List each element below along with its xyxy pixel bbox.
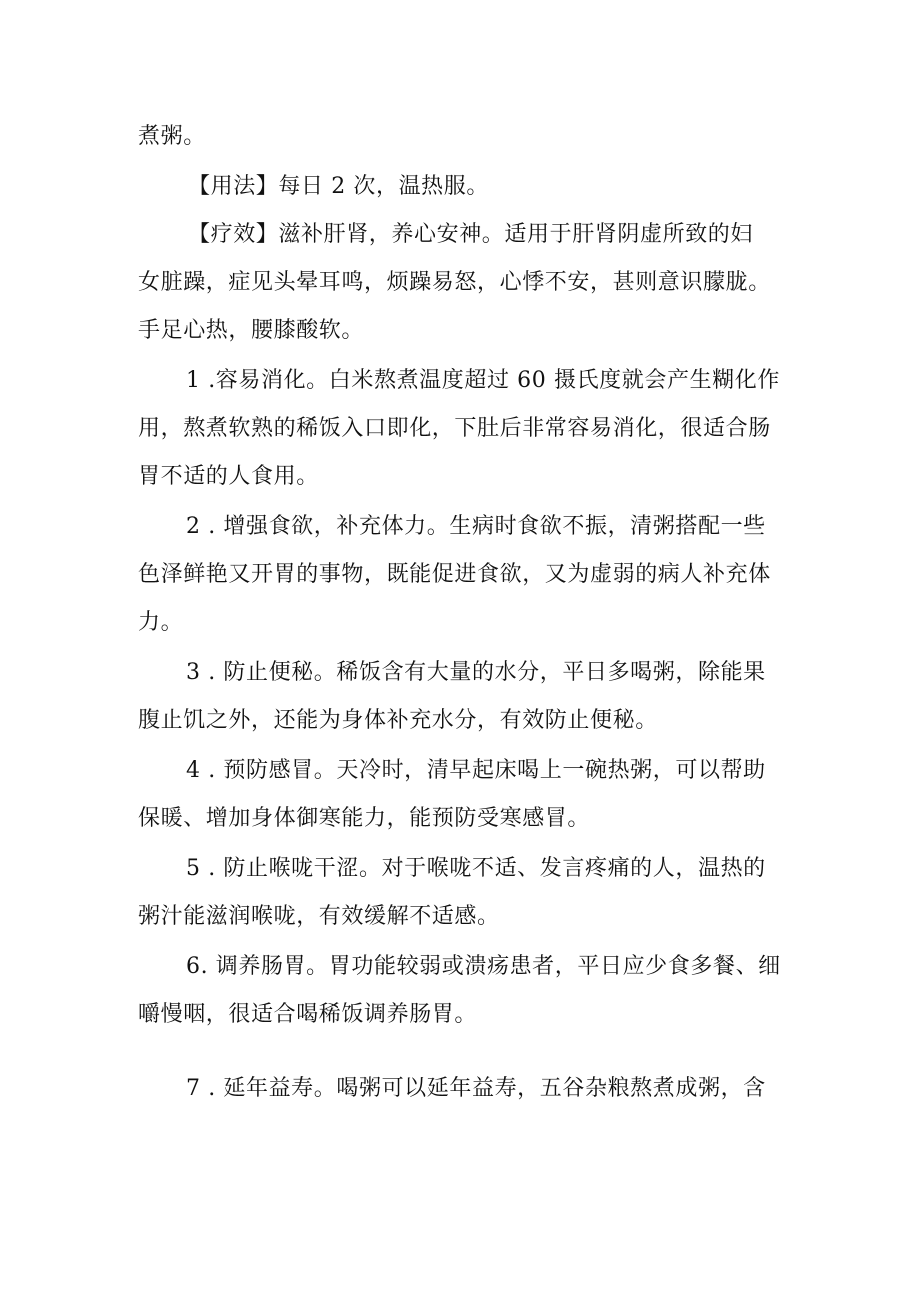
- text-line: 胃不适的人食用。: [138, 464, 319, 489]
- text-line: 手足心热，腰膝酸软。: [138, 318, 365, 343]
- text-line: 【用法】每日 2 次，温热服。: [188, 174, 489, 199]
- text-line: 7 . 延年益寿。喝粥可以延年益寿，五谷杂粮熬煮成粥，含: [186, 1076, 766, 1101]
- text-line: 3 . 防止便秘。稀饭含有大量的水分，平日多喝粥，除能果: [186, 660, 766, 685]
- text-line: 力。: [138, 610, 184, 635]
- text-line: 嚼慢咽，很适合喝稀饭调养肠胃。: [138, 1002, 478, 1027]
- text-line: 用，熬煮软熟的稀饭入口即化，下肚后非常容易消化，很适合肠: [138, 416, 771, 441]
- text-line: 色泽鲜艳又开胃的事物，既能促进食欲，又为虚弱的病人补充体: [138, 562, 771, 587]
- text-line: 6. 调养肠胃。胃功能较弱或溃疡患者，平日应少食多餐、细: [186, 954, 781, 979]
- text-line: 2 . 增强食欲，补充体力。生病时食欲不振，清粥搭配一些: [186, 514, 766, 539]
- text-line: 5 . 防止喉咙干涩。对于喉咙不适、发言疼痛的人，温热的: [186, 856, 766, 881]
- text-line: 煮粥。: [138, 124, 206, 149]
- text-line: 粥汁能滋润喉咙，有效缓解不适感。: [138, 904, 500, 929]
- text-line: 女脏躁，症见头晕耳鸣，烦躁易怒，心悸不安，甚则意识朦胧。: [138, 270, 771, 295]
- text-line: 保暖、增加身体御寒能力，能预防受寒感冒。: [138, 806, 591, 831]
- text-line: 4 . 预防感冒。天冷时，清早起床喝上一碗热粥，可以帮助: [186, 758, 766, 783]
- text-line: 腹止饥之外，还能为身体补充水分，有效防止便秘。: [138, 708, 658, 733]
- text-line: 1 .容易消化。白米熬煮温度超过 60 摄氏度就会产生糊化作: [186, 368, 780, 393]
- text-line: 【疗效】滋补肝肾，养心安神。适用于肝肾阴虚所致的妇: [188, 222, 754, 247]
